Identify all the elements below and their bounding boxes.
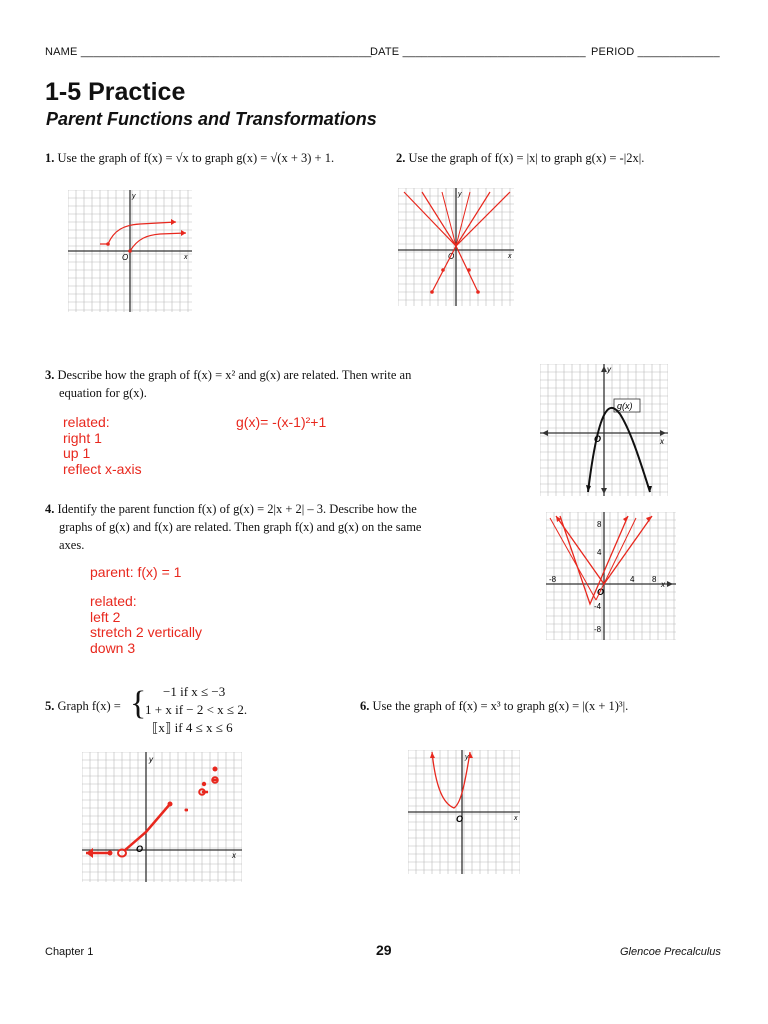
page-subtitle: Parent Functions and Transformations: [46, 109, 377, 129]
page-title: 1-5 Practice: [45, 78, 186, 106]
curve-label: g(x): [617, 401, 633, 411]
answer-3: related: right 1 up 1 reflect x-axis: [63, 414, 142, 477]
problem-number: 3.: [45, 368, 55, 382]
footer-chapter: Chapter 1: [45, 946, 94, 958]
problem-6: 6. Use the graph of f(x) = x³ to graph g(x) = |(x + 1)³|.: [360, 699, 629, 713]
problem-4: 4. Identify the parent function f(x) of g(x) = 2|x + 2| – 3. Describe how the graphs of g(x) and f(x) are related. Then graph f(x) and g(x) on the same axes.: [45, 502, 422, 552]
tick-label: -4: [594, 602, 602, 611]
tick-label: -8: [594, 625, 602, 634]
x-label: x: [514, 815, 518, 822]
period-field: PERIOD _____________: [591, 46, 720, 58]
transformed-graph: [432, 246, 478, 292]
piecewise-brace: {: [130, 685, 147, 722]
y-label: y: [458, 191, 462, 198]
problem-number: 2.: [396, 151, 406, 165]
transformed-curve: [100, 222, 176, 244]
problem-number: 6.: [360, 699, 370, 713]
x-label: x: [508, 253, 512, 260]
graph-2: [398, 188, 514, 306]
grid: [82, 752, 242, 882]
graph-1: [68, 190, 192, 312]
answer-4: related: left 2 stretch 2 vertically down 3: [90, 593, 203, 656]
tick-label: -8: [549, 575, 557, 584]
graph-3: [540, 364, 668, 496]
y-label: y: [149, 755, 153, 764]
origin-label: O: [122, 253, 129, 262]
graph-6: [408, 750, 520, 874]
origin-label: O: [448, 252, 455, 261]
origin-label: O: [594, 434, 602, 444]
origin-label: O: [136, 844, 144, 854]
y-label: y: [607, 365, 611, 374]
tick-label: 4: [597, 548, 602, 557]
x-label: x: [232, 851, 236, 860]
parabola: [588, 408, 650, 492]
parent-answer-4: parent: f(x) = 1: [90, 564, 182, 580]
x-label: x: [661, 580, 665, 589]
problem-number: 1.: [45, 151, 55, 165]
parent-curve: [130, 233, 186, 251]
problem-3: 3. Describe how the graph of f(x) = x² and g(x) are related. Then write an equation for g(x).: [45, 368, 412, 400]
origin-label: O: [597, 587, 605, 597]
x-label: x: [660, 437, 664, 446]
tick-label: 8: [597, 520, 602, 529]
problem-text: Use the graph of f(x) = √x to graph g(x) = √(x + 3) + 1.: [57, 151, 335, 165]
problem-2: [396, 149, 736, 167]
page-number: 29: [376, 942, 392, 958]
problem-5: 5. Graph f(x) =: [45, 699, 121, 713]
problem-number: 4.: [45, 502, 55, 516]
tick-label: 4: [630, 575, 635, 584]
graph-5: [82, 752, 242, 882]
name-field: NAME ______________________________________________: [45, 46, 372, 58]
y-label: y: [465, 754, 469, 761]
problem-1: [45, 149, 385, 167]
footer-book: Glencoe Precalculus: [620, 946, 721, 958]
equation-3: g(x)= -(x-1)²+1: [236, 414, 327, 430]
x-label: x: [184, 254, 188, 261]
date-field: DATE _____________________________: [370, 46, 586, 58]
problem-text: Use the graph of f(x) = |x| to graph g(x) = -|2x|.: [408, 151, 645, 165]
origin-label: O: [456, 814, 464, 824]
tick-label: 8: [652, 575, 657, 584]
piecewise-cases: −1 if x ≤ −3 1 + x if − 2 < x ≤ 2. ⟦x⟧ if 4 ≤ x ≤ 6: [145, 684, 248, 735]
problem-number: 5.: [45, 699, 55, 713]
graph-4: [546, 512, 676, 640]
y-label: y: [132, 193, 136, 200]
piece-linear: [124, 804, 170, 851]
